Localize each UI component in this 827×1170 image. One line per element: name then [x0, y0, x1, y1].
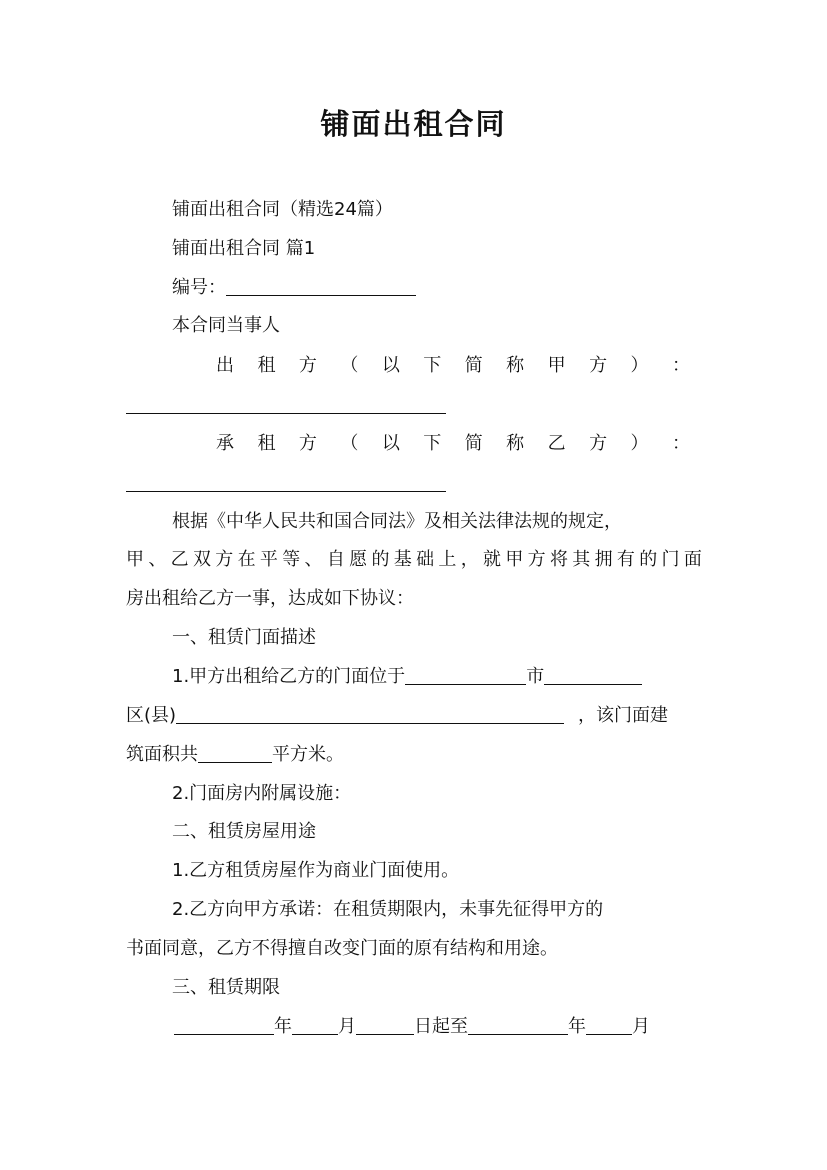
document-subtitle: 铺面出租合同（精选24篇）: [172, 199, 393, 220]
section-2-heading: 二、租赁房屋用途: [172, 821, 316, 842]
document-title: 铺面出租合同: [320, 107, 507, 141]
area-text: ，该门面建: [578, 705, 669, 726]
preamble-line-1: 根据《中华人民共和国合同法》及相关法律法规的规定，: [172, 511, 622, 532]
section-1-item-1-line-3: [126, 743, 344, 767]
section-3-heading: 三、租赁期限: [172, 977, 280, 998]
section-2-item-2-line-2: 书面同意，乙方不得擅自改变门面的原有结构和用途。: [126, 938, 558, 959]
parties-heading: 本合同当事人: [172, 315, 280, 336]
city-blank: [405, 666, 526, 685]
district-label: 区(县): [126, 705, 177, 726]
start-year-blank: [174, 1016, 274, 1035]
preamble-line-3: 房出租给乙方一事，达成如下协议：: [126, 588, 414, 609]
preamble-line-2: 甲 、 乙 双 方 在 平 等 、 自 愿 的 基 础 上 ， 就 甲 方 将 其 拥 有 的 门 面: [126, 549, 702, 570]
lessee-blank: [126, 491, 446, 492]
section-1-heading: 一、租赁门面描述: [172, 627, 316, 648]
section-1-item-1-line-1: [172, 665, 642, 689]
area-label: 筑面积共: [126, 744, 198, 765]
section-2-item-1: 1.乙方租赁房屋作为商业门面使用。: [172, 860, 460, 881]
contract-number-label: 编号：: [172, 277, 226, 298]
end-year-label: 年: [568, 1016, 586, 1037]
end-month-blank: [586, 1016, 632, 1035]
section-1-item-1-line-2: [126, 704, 668, 728]
contract-number-blank: [226, 277, 416, 296]
section-2-item-2-line-1: 2.乙方向甲方承诺：在租赁期限内，未事先征得甲方的: [172, 899, 604, 920]
area-unit: 平方米。: [272, 744, 344, 765]
start-month-label: 月: [338, 1016, 356, 1037]
start-month-blank: [292, 1016, 338, 1035]
start-day-blank: [356, 1016, 414, 1035]
lease-term-line: [174, 1015, 650, 1039]
city-label: 市: [526, 666, 545, 687]
district-blank: [176, 705, 564, 724]
district-blank-start: [544, 666, 642, 685]
article-heading: 铺面出租合同 篇1: [172, 238, 316, 259]
contract-number-row: [172, 276, 416, 300]
start-year-label: 年: [274, 1016, 292, 1037]
end-month-label: 月: [632, 1016, 650, 1037]
area-blank: [198, 744, 272, 763]
section-1-item-2: 2.门面房内附属设施：: [172, 783, 352, 804]
lessor-blank: [126, 413, 446, 414]
lessor-label: 出 租 方 （ 以 下 简 称 甲 方 ） ：: [216, 355, 690, 376]
location-text: 1.甲方出租给乙方的门面位于: [172, 666, 406, 687]
start-day-label: 日起至: [414, 1016, 468, 1037]
lessee-label: 承 租 方 （ 以 下 简 称 乙 方 ） ：: [216, 433, 690, 454]
end-year-blank: [468, 1016, 568, 1035]
